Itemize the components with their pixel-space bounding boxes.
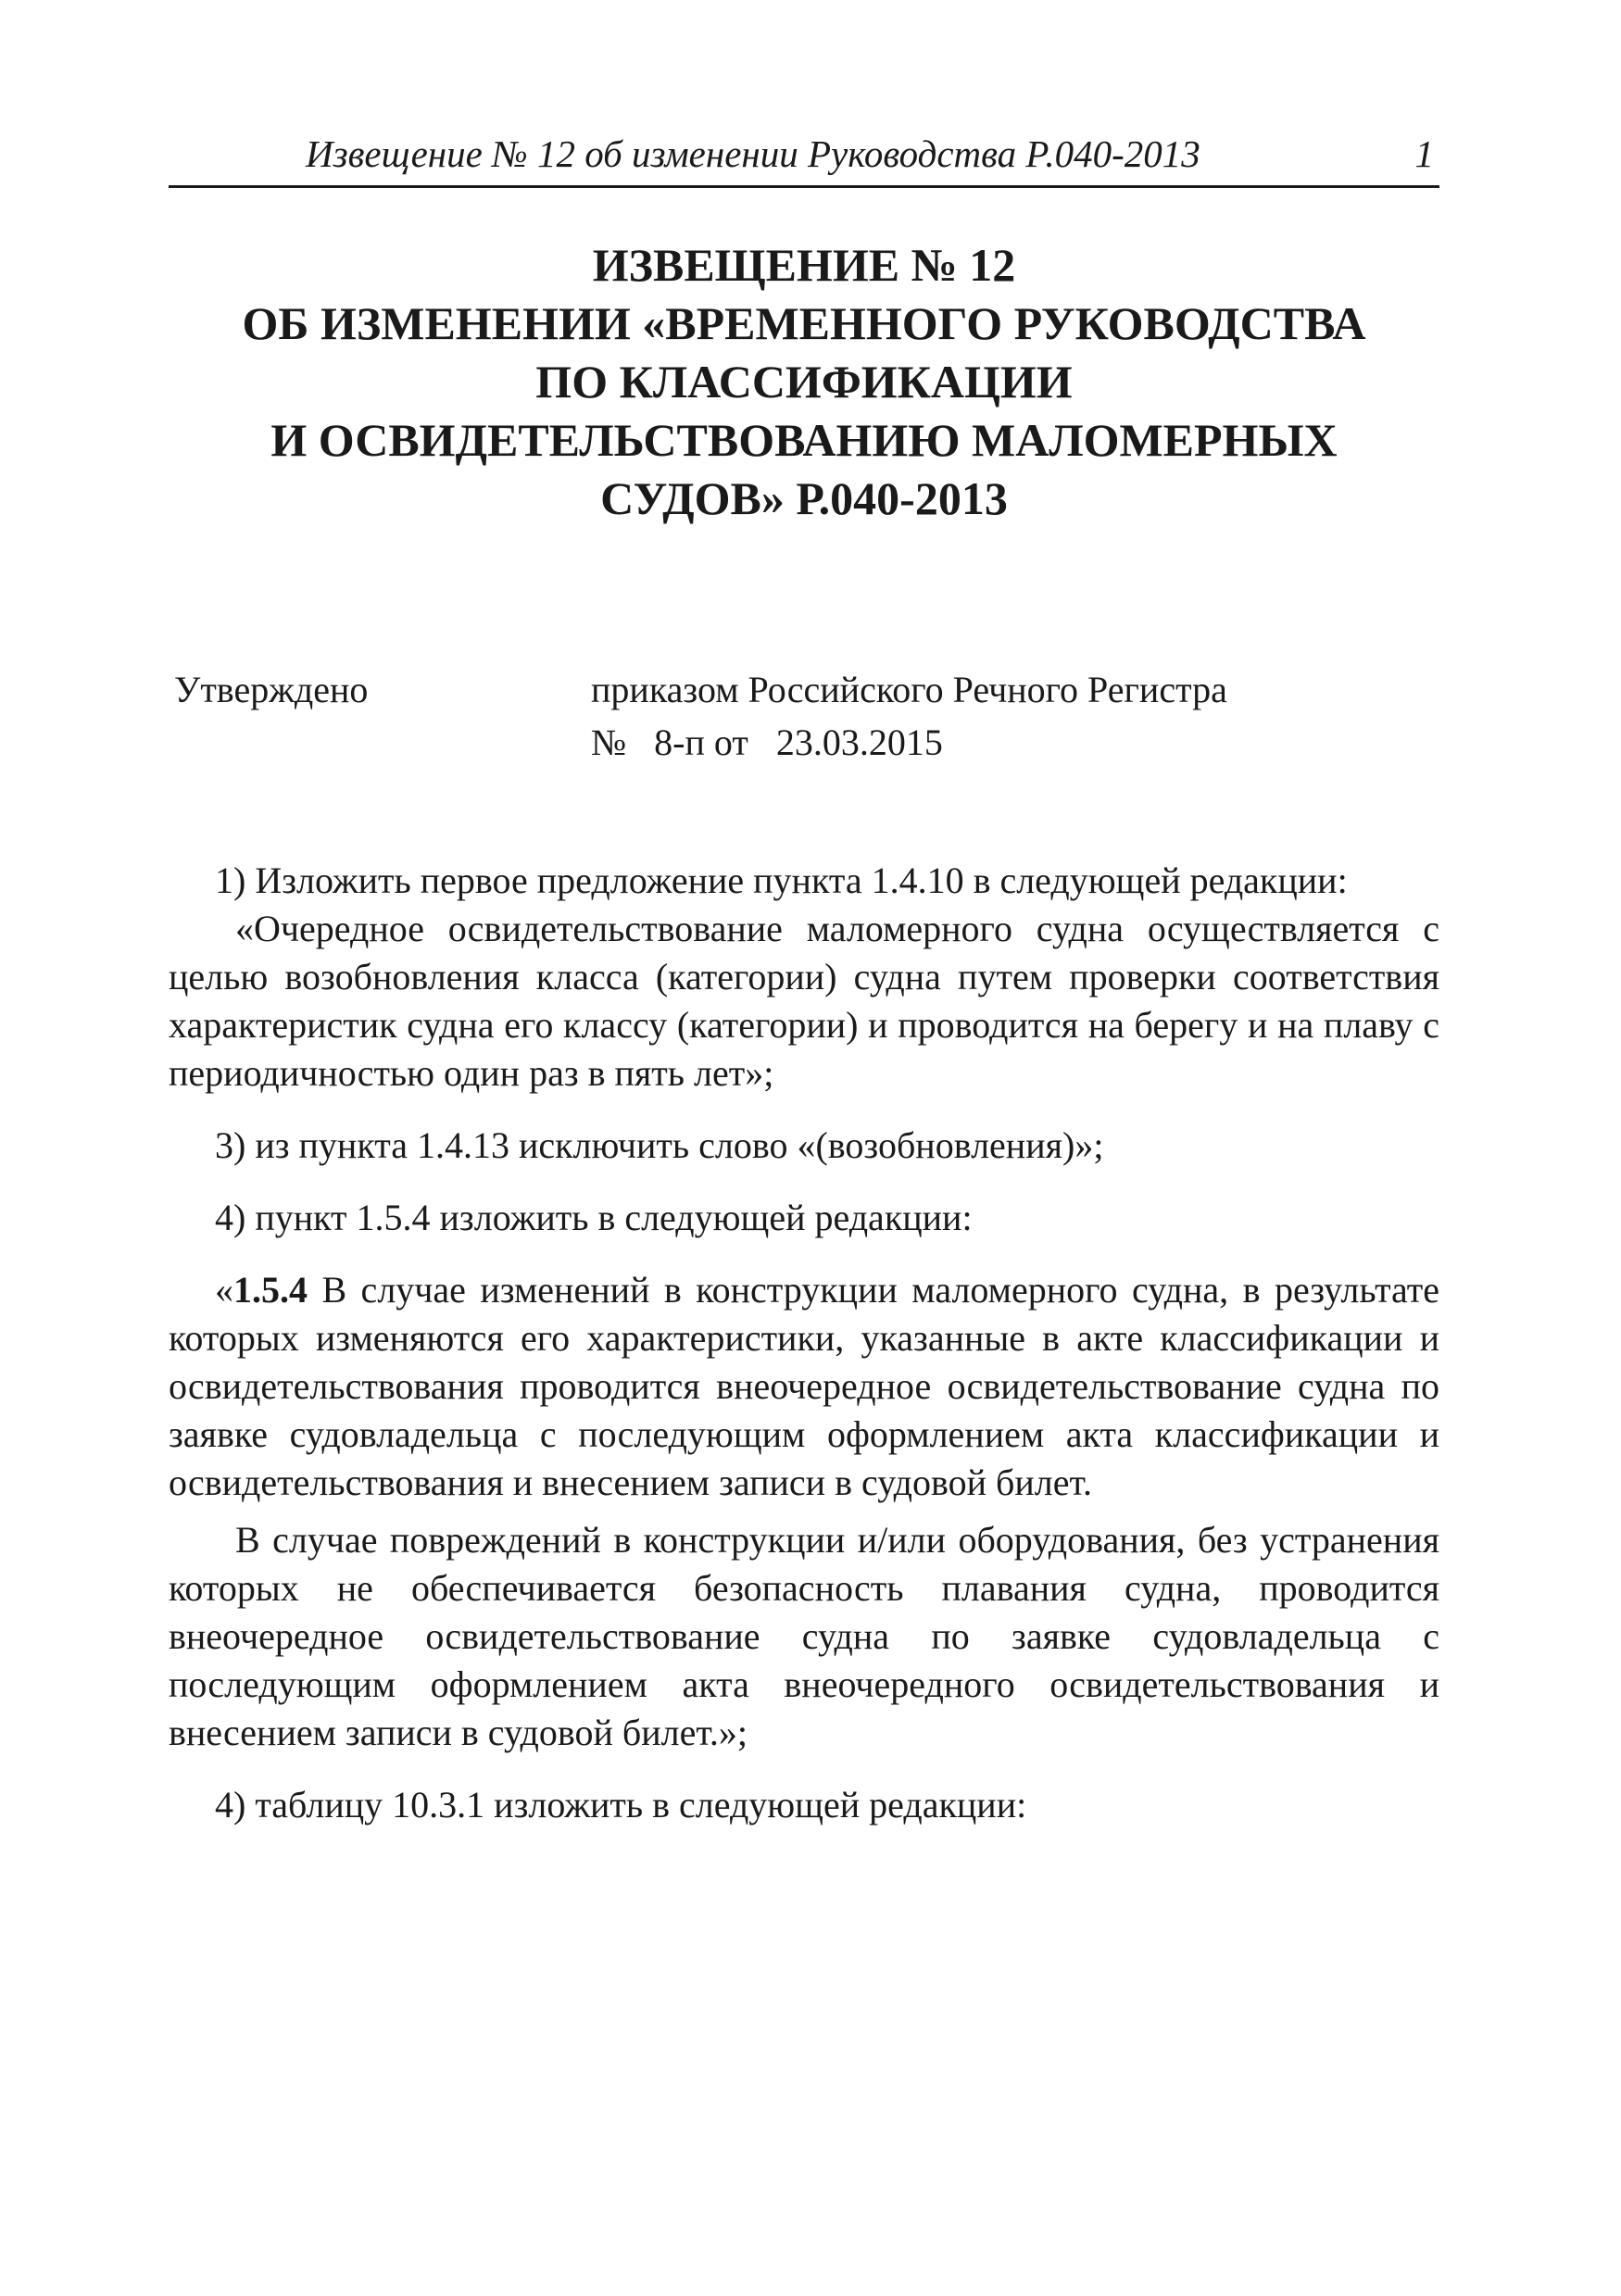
- document-body: [169, 857, 1439, 1829]
- title-line-4: И ОСВИДЕТЕЛЬСТВОВАНИЮ МАЛОМЕРНЫХ: [270, 414, 1338, 466]
- clause-text: В случае изменений в конструкции маломерного судна, в результате которых изменяются его характеристики, указанные в акте классификации и освидетельствования проводится внеочередное освидетельствование судна по заявке судовладельца с последующим оформлением акта классификации и освидетельствования и внесением записи в судовой билет.: [169, 1269, 1439, 1503]
- approval-order-text: приказом Российского Речного Регистра: [591, 669, 1227, 710]
- paragraph-item-4: 4) пункт 1.5.4 изложить в следующей редакции:: [215, 1197, 973, 1238]
- clause-continuation: В случае повреждений в конструкции и/или оборудования, без устранения которых не обеспечивается безопасность плавания судна, проводится внеочередное освидетельствование судна по заявке судовладельца с последующим оформлением акта внеочередного освидетельствования и внесением записи в судовой билет.»;: [169, 1519, 1439, 1753]
- quote-item-1-5-4: [169, 1266, 1439, 1507]
- title-line-5: СУДОВ» Р.040-2013: [600, 472, 1008, 524]
- paragraph-item-3: 3) из пункта 1.4.13 исключить слово «(возобновления)»;: [215, 1124, 1104, 1166]
- approval-label: Утверждено: [174, 669, 369, 710]
- page-number: 1: [1414, 132, 1434, 175]
- quote-open-mark: «: [215, 1269, 233, 1311]
- title-line-1: ИЗВЕЩЕНИЕ № 12: [592, 239, 1016, 291]
- paragraph-item-5: 4) таблицу 10.3.1 изложить в следующей редакции:: [215, 1784, 1027, 1826]
- running-header-title: Извещение № 12 об изменении Руководства Р.040-2013: [306, 132, 1200, 175]
- paragraph-item-1: 1) Изложить первое предложение пункта 1.4.10 в следующей редакции:: [215, 859, 1348, 901]
- running-header: [169, 128, 1439, 188]
- approval-order-number: № 8-п от 23.03.2015: [591, 721, 943, 763]
- clause-number: 1.5.4: [233, 1269, 308, 1311]
- quote-item-1: «Очередное освидетельствование маломерного судна осуществляется с целью возобновления класса (категории) судна путем проверки соответствия характеристик судна его классу (категории) и проводится на берегу и на плаву с периодичностью один раз в пять лет»;: [169, 908, 1439, 1094]
- title-line-2: ОБ ИЗМЕНЕНИИ «ВРЕМЕННОГО РУКОВОДСТВА: [242, 297, 1366, 349]
- title-line-3: ПО КЛАССИФИКАЦИИ: [535, 356, 1073, 408]
- document-title: [169, 236, 1439, 528]
